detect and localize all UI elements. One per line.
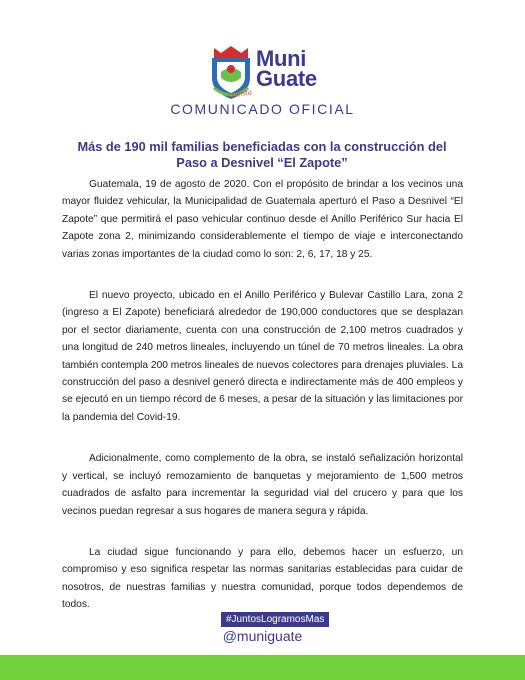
hashtag-label[interactable]: #JuntosLogramosMas <box>221 612 329 627</box>
headline <box>62 139 462 171</box>
logo-word-guate: Guate <box>256 66 317 91</box>
muniguate-logo[interactable] <box>208 42 330 106</box>
logo-word-muni: Muni <box>256 46 307 71</box>
logo-tagline: cuenta <box>227 88 253 100</box>
section-title: COMUNICADO OFICIAL <box>170 101 355 117</box>
headline-line-1: Más de 190 mil familias beneficiadas con la construcción del <box>77 139 447 154</box>
paragraph-2: El nuevo proyecto, ubicado en el Anillo Periférico y Bulevar Castillo Lara, zona 2 (ingreso a El Zapote) beneficiará alrededor de 190,000 conductores que se desplazan por el sector diariamente, cuenta con una construcción de 2,100 metros cuadrados y una longitud de 240 metros lineales, incluyendo un túnel de 70 metros lineales. La obra también contempla 200 metros lineales de nuevos colectores para drenajes pluviales. La construcción del paso a desnivel generó directa e indirectamente más de 400 empleos y se ejecutó en un tiempo récord de 6 meses, a pesar de la situación y las limitaciones por la pandemia del Covid-19. <box>62 290 463 423</box>
footer-bar <box>0 655 525 680</box>
social-handle[interactable]: @muniguate <box>222 628 303 644</box>
paragraph-4: La ciudad sigue funcionando y para ello, debemos hacer un esfuerzo, un compromiso y eso significa respetar las normas sanitarias establecidas para cuidar de nosotros, de nuestras familias y nuestra comunidad, porque todos dependemos de todos. <box>62 546 463 611</box>
paragraph-3: Adicionalmente, como complemento de la obra, se instaló señalización horizontal y vertical, se incluyó remozamiento de banquetas y mejoramiento de 1,500 metros cuadrados de asfalto para incrementar la seguridad vial del crucero y para que los vecinos puedan regresar a sus hogares de manera segura y rápida. <box>62 453 463 517</box>
paragraph-1: Guatemala, 19 de agosto de 2020. Con el propósito de brindar a los vecinos una mayor fluidez vehicular, la Municipalidad de Guatemala aperturó el Paso a Desnivel “El Zapote” que permitirá el paso vehicular continuo desde el Anillo Periférico Sur hacia El Zapote zona 2, minimizando considerablemente el tiempo de viaje e interconectando varias zonas importantes de la ciudad como lo son: 2, 6, 17, 18 y 25. <box>62 179 463 260</box>
headline-line-2: Paso a Desnivel “El Zapote” <box>176 155 348 170</box>
body-text <box>62 176 463 638</box>
